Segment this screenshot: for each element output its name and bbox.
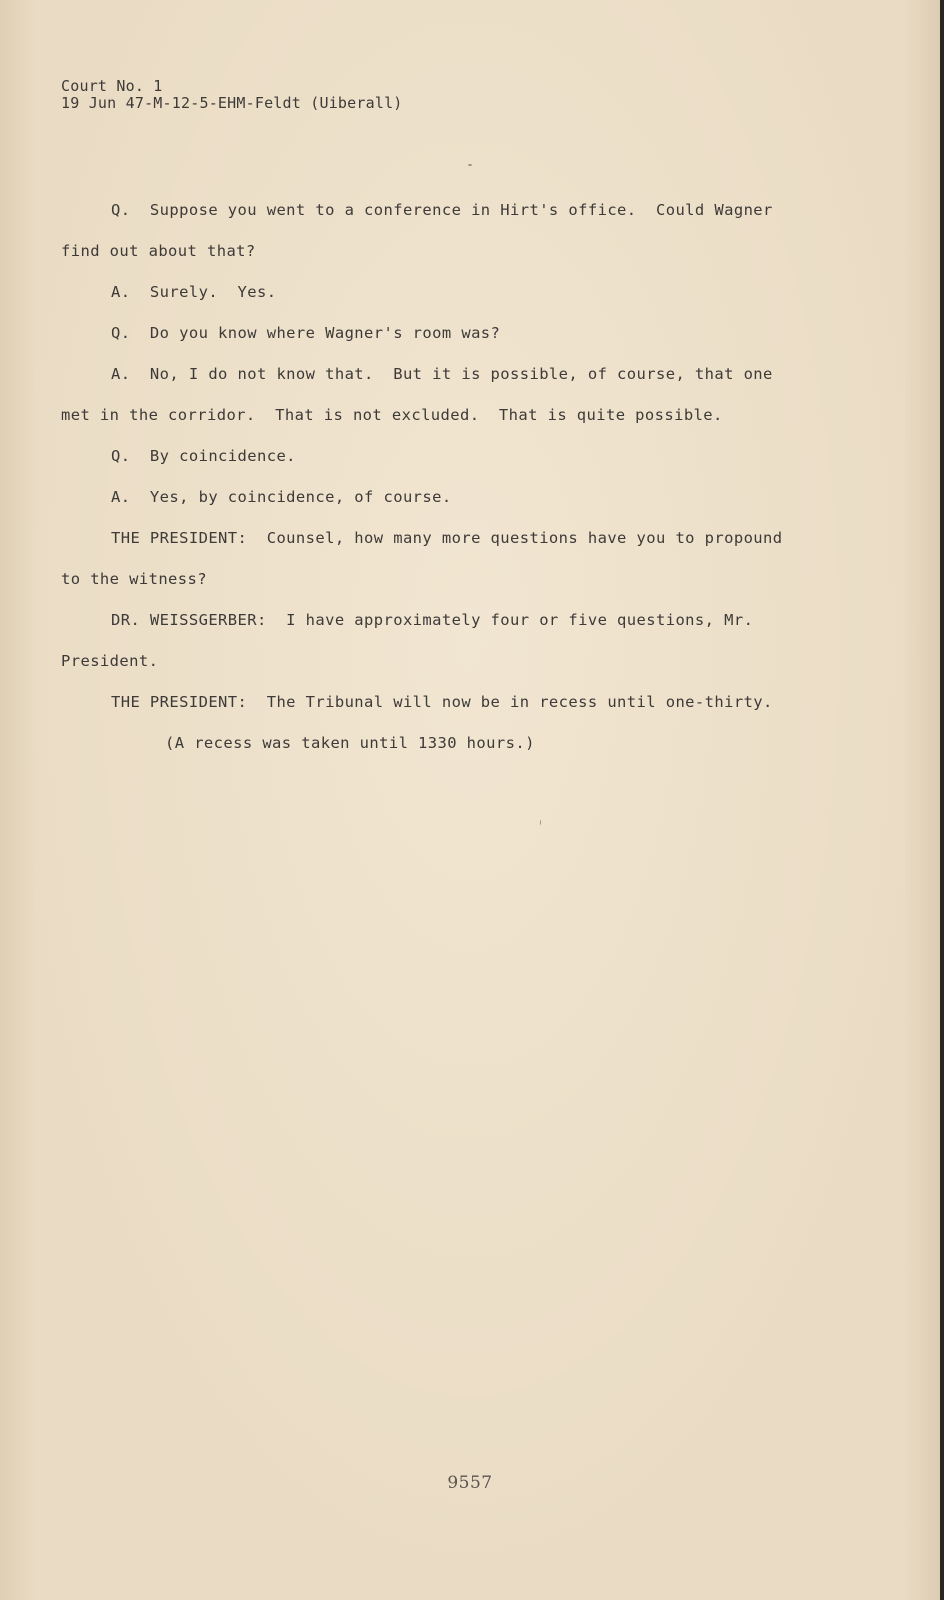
- document-header: [61, 78, 403, 112]
- transcript-line-continuation: find out about that?: [61, 242, 256, 260]
- transcript-line-answer: A. Yes, by coincidence, of course.: [111, 488, 452, 506]
- transcript-body: [61, 190, 821, 764]
- transcript-line-continuation: to the witness?: [61, 570, 207, 588]
- transcript-line-continuation: President.: [61, 652, 159, 670]
- paper-speck: [468, 164, 472, 166]
- scan-edge: [940, 0, 944, 1600]
- transcript-line-question: Q. By coincidence.: [111, 447, 296, 465]
- transcript-line-continuation: met in the corridor. That is not excluded. That is quite possible.: [61, 406, 723, 424]
- paper-speck: [540, 820, 541, 825]
- court-number: Court No. 1: [61, 77, 163, 95]
- transcript-line-answer: A. Surely. Yes.: [111, 283, 277, 301]
- transcript-line-question: Q. Do you know where Wagner's room was?: [111, 324, 501, 342]
- transcript-line-president: THE PRESIDENT: Counsel, how many more questions have you to propound: [111, 529, 783, 547]
- transcript-line-recess-note: (A recess was taken until 1330 hours.): [165, 734, 535, 752]
- transcript-line-president: THE PRESIDENT: The Tribunal will now be in recess until one-thirty.: [111, 693, 773, 711]
- transcript-line-counsel: DR. WEISSGERBER: I have approximately four or five questions, Mr.: [111, 611, 754, 629]
- transcript-line-answer: A. No, I do not know that. But it is possible, of course, that one: [111, 365, 773, 383]
- page-number: 9557: [447, 1473, 493, 1493]
- transcript-line-question: Q. Suppose you went to a conference in Hirt's office. Could Wagner: [111, 201, 773, 219]
- session-reference: 19 Jun 47-M-12-5-EHM-Feldt (Uiberall): [61, 94, 403, 112]
